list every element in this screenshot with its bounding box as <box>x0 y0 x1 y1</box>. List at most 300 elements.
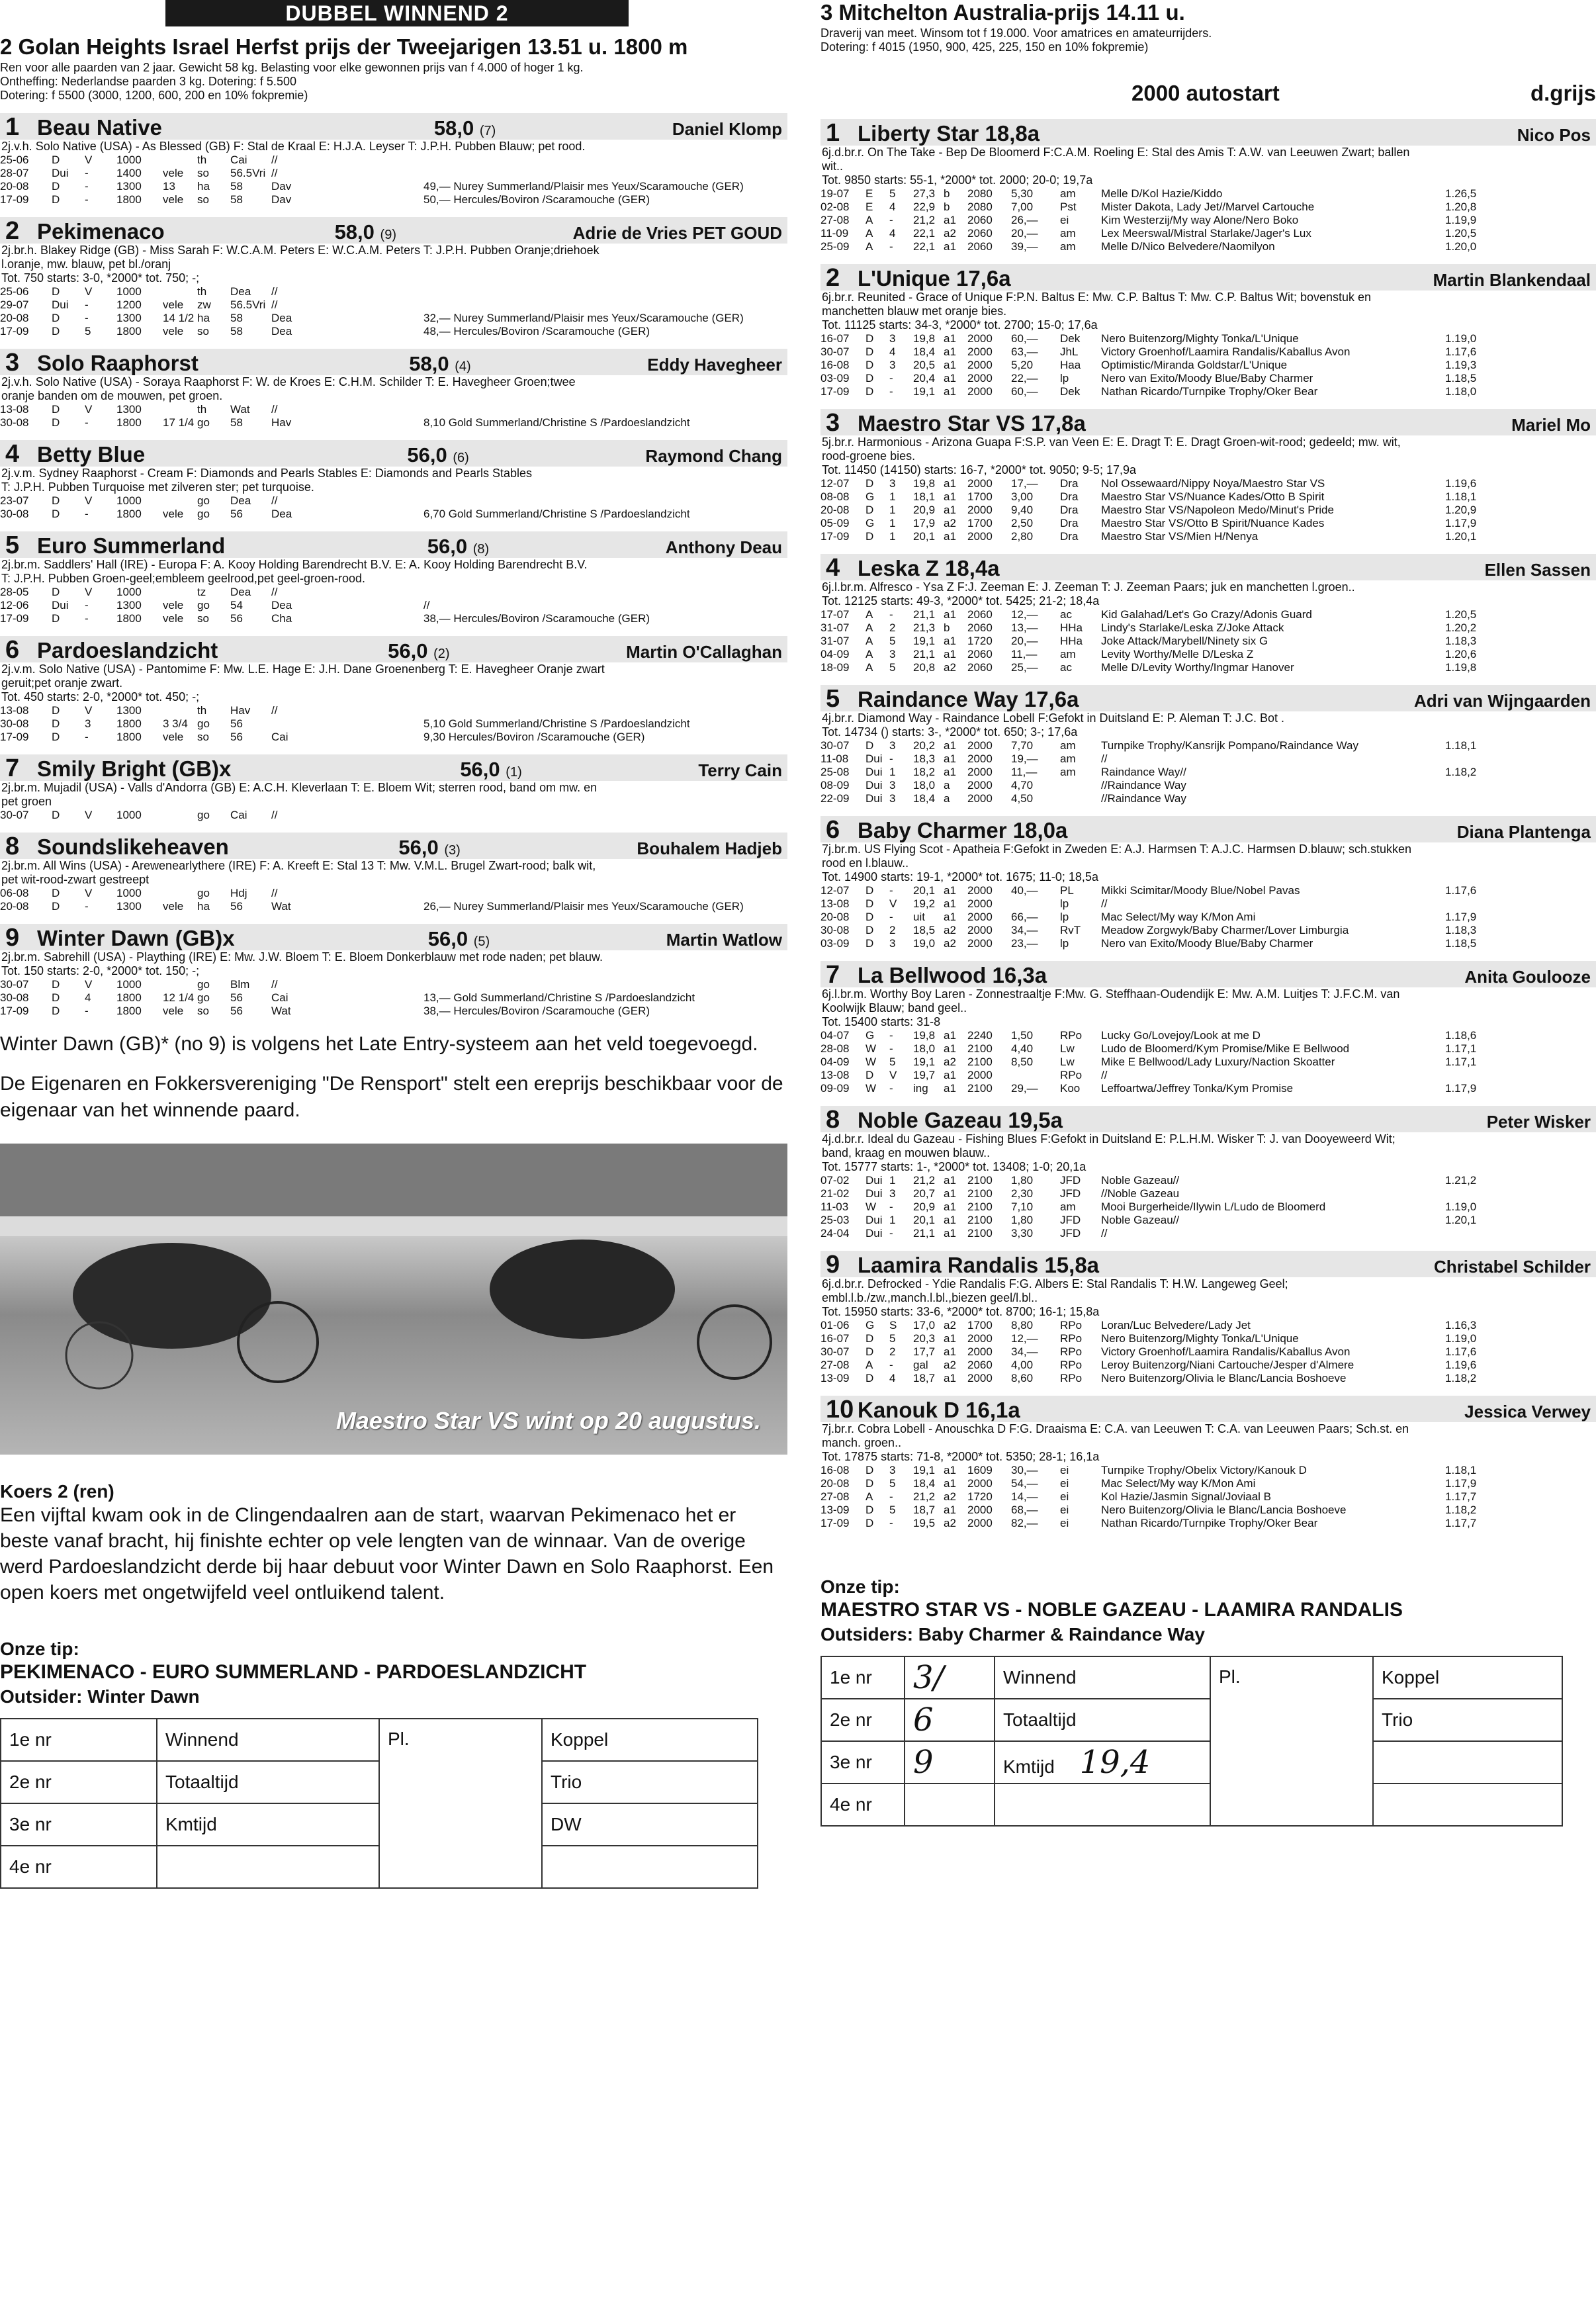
form-cell: RPo <box>1060 1319 1083 1332</box>
form-cell: 18-09 <box>820 661 850 674</box>
form-cell: 5 <box>889 187 896 200</box>
horse-description: rood en l.blauw.. <box>822 856 909 870</box>
form-cell: 2000 <box>967 477 993 490</box>
form-cell: 1000 <box>116 494 142 507</box>
horse-description: manch. groen.. <box>822 1436 902 1449</box>
form-cell: JFD <box>1060 1174 1081 1187</box>
grid-cell[interactable]: Trio <box>542 1761 758 1803</box>
form-cell: A <box>865 227 873 240</box>
form-cell: 2000 <box>967 1477 993 1490</box>
form-cell: 58 <box>230 180 243 193</box>
form-cell: 7,70 <box>1011 739 1034 752</box>
grid-cell[interactable] <box>542 1846 758 1888</box>
form-cell: 12 1/4 <box>163 991 195 1004</box>
form-line <box>820 1042 1596 1056</box>
form-cell: JFD <box>1060 1227 1081 1240</box>
form-cell: 1.19,0 <box>1445 1200 1477 1213</box>
form-cell: th <box>197 154 207 166</box>
form-cell: 17-09 <box>0 193 29 206</box>
form-cell: am <box>1060 1200 1076 1213</box>
form-cell: 1000 <box>116 285 142 298</box>
grid-row-label: 1e nr <box>1 1719 157 1761</box>
form-cell: 32,— Nurey Summerland/Plaisir mes Yeux/Scaramouche (GER) <box>423 312 744 324</box>
form-cell: 17-09 <box>0 325 29 338</box>
form-cell: 1800 <box>116 991 142 1004</box>
horse-weight <box>409 352 647 376</box>
horse-entry <box>820 961 1596 1095</box>
horse-entry <box>820 554 1596 674</box>
form-cell: 4,40 <box>1011 1042 1034 1055</box>
form-cell: 1.20,5 <box>1445 608 1477 621</box>
form-cell: 5 <box>889 661 896 674</box>
form-cell: 21,2 <box>913 1174 936 1187</box>
form-cell: a1 <box>944 1332 956 1345</box>
form-cell: 8,10 Gold Summerland/Christine S /Pardoeslandzicht <box>423 416 690 429</box>
form-cell: - <box>85 599 89 611</box>
horse-header <box>820 816 1596 842</box>
form-cell: a1 <box>944 1464 956 1476</box>
form-line <box>820 766 1596 779</box>
form-cell: A <box>865 621 873 634</box>
race-conditions <box>0 61 787 103</box>
form-cell: 1.19,6 <box>1445 477 1477 490</box>
form-line <box>820 490 1596 504</box>
form-cell: - <box>889 214 893 226</box>
form-line <box>820 227 1596 240</box>
form-cell: 20,1 <box>913 1214 936 1226</box>
form-cell: 5,20 <box>1011 359 1034 371</box>
form-cell: Dui <box>865 792 883 805</box>
form-cell: 18,4 <box>913 1477 936 1490</box>
grid-cell[interactable]: Totaaltijd <box>157 1761 379 1803</box>
form-cell: a1 <box>944 884 956 897</box>
form-cell: Meadow Zorgwyk/Baby Charmer/Lover Limburgia <box>1101 924 1349 936</box>
form-cell: 20,8 <box>913 661 936 674</box>
form-cell: 19,— <box>1011 752 1038 765</box>
form-cell: 12-06 <box>0 599 29 611</box>
form-cell: Leroy Buitenzorg/Niani Cartouche/Jesper d'Almere <box>1101 1359 1354 1371</box>
form-cell: Turnpike Trophy/Obelix Victory/Kanouk D <box>1101 1464 1307 1476</box>
form-cell: 17,9 <box>913 517 936 529</box>
form-cell: Turnpike Trophy/Kansrijk Pompano/Raindance Way <box>1101 739 1358 752</box>
form-cell: D <box>865 345 874 358</box>
form-line <box>820 517 1596 530</box>
form-line <box>820 792 1596 805</box>
form-lines <box>820 739 1596 805</box>
form-cell: a1 <box>944 477 956 490</box>
form-cell: Dav <box>271 180 292 193</box>
form-cell: // <box>1101 897 1108 910</box>
horse-entry <box>820 409 1596 543</box>
form-cell: a <box>944 792 950 805</box>
form-cell: A <box>865 1359 873 1371</box>
form-cell: 19,1 <box>913 1056 936 1068</box>
form-cell: 03-09 <box>820 937 850 950</box>
form-cell: 2100 <box>967 1214 993 1226</box>
post-position: (5) <box>473 934 490 949</box>
horse-name: Euro Summerland <box>37 533 226 558</box>
grid-cell[interactable]: Koppel <box>1373 1656 1562 1699</box>
form-cell: 2100 <box>967 1082 993 1095</box>
horse-description: Tot. 750 starts: 3-0, *2000* tot. 750; -; <box>1 271 200 285</box>
form-cell: - <box>85 900 89 913</box>
form-cell: 2000 <box>967 752 993 765</box>
form-cell: Noble Gazeau// <box>1101 1214 1180 1226</box>
form-cell: V <box>85 704 93 717</box>
grid-cell[interactable]: DW <box>542 1803 758 1846</box>
grid-cell[interactable]: Trio <box>1373 1699 1562 1741</box>
form-cell: 1.20,8 <box>1445 201 1477 213</box>
form-cell: 19-07 <box>820 187 850 200</box>
horse-description: 2j.v.h. Solo Native (USA) - Soraya Raaphorst F: W. de Kroes E: C.H.M. Schilder T: E. Havegheer Groen;twee <box>1 375 576 388</box>
form-cell: 1300 <box>116 599 142 611</box>
form-cell: Victory Groenhof/Laamira Randalis/Kaballus Avon <box>1101 345 1351 358</box>
form-cell: 2,50 <box>1011 517 1034 529</box>
form-cell: 12,— <box>1011 608 1038 621</box>
form-cell: lp <box>1060 897 1069 910</box>
form-line <box>820 608 1596 621</box>
form-line <box>820 1359 1596 1372</box>
form-cell: 1800 <box>116 325 142 338</box>
prize-note: De Eigenaren en Fokkersvereniging "De Rensport" stelt een ereprijs beschikbaar voor de eigenaar van het winnende paard. <box>0 1073 783 1121</box>
horse-name: Liberty Star 18,8a <box>858 121 1040 146</box>
form-cell: 1200 <box>116 298 142 311</box>
form-cell: Dek <box>1060 385 1081 398</box>
horse-list <box>0 113 787 1018</box>
form-cell: go <box>197 494 210 507</box>
form-cell: b <box>944 201 950 213</box>
form-cell: //Noble Gazeau <box>1101 1187 1180 1200</box>
horse-number: 3 <box>5 349 20 377</box>
horse-description: Tot. 14734 () starts: 3-, *2000* tot. 650; 3-; 17,6a <box>822 725 1078 739</box>
form-cell: 05-09 <box>820 517 850 529</box>
form-cell: 24-04 <box>820 1227 850 1240</box>
horse-weight <box>434 116 672 140</box>
form-cell: 3 <box>889 359 896 371</box>
form-cell: 56 <box>230 508 243 520</box>
form-cell: 18,7 <box>913 1372 936 1384</box>
form-line <box>820 1372 1596 1385</box>
form-cell: Nero Buitenzorg/Olivia le Blanc/Lancia Boshoeve <box>1101 1504 1347 1516</box>
form-cell: Nero Buitenzorg/Mighty Tonka/L'Unique <box>1101 332 1299 345</box>
form-cell: a2 <box>944 1517 956 1529</box>
form-cell: 1000 <box>116 586 142 598</box>
horse-description: Koolwijk Blauw; band geel.. <box>822 1001 967 1015</box>
horse-description: 2j.br.m. All Wins (USA) - Arewenearlythere (IRE) F: A. Kreeft E: Stal 13 T: Mw. V.M.L. Brugel Zwart-rood; balk wit, <box>1 859 596 872</box>
form-cell: RPo <box>1060 1345 1083 1358</box>
form-cell: a1 <box>944 1214 956 1226</box>
form-cell: 1.21,2 <box>1445 1174 1477 1187</box>
horse-description: l.oranje, mw. blauw, pet bl./oranj <box>1 257 171 271</box>
form-cell: 1800 <box>116 193 142 206</box>
form-cell: 17-09 <box>0 1005 29 1017</box>
form-cell: a2 <box>944 924 956 936</box>
form-cell: 1800 <box>116 612 142 625</box>
grid-row-label: 2e nr <box>1 1761 157 1803</box>
form-cell: 2100 <box>967 1042 993 1055</box>
form-cell: 1700 <box>967 1319 993 1332</box>
weight-value: 56,0 <box>398 836 439 859</box>
horse-description: rood-groene bies. <box>822 449 916 463</box>
grid-cell[interactable] <box>157 1846 379 1888</box>
horse-header <box>0 531 787 558</box>
late-entry-note: Winter Dawn (GB)* (no 9) is volgens het Late Entry-systeem aan het veld toegevoegd. <box>0 1033 758 1055</box>
section-banner: DUBBEL WINNEND 2 <box>165 0 629 26</box>
form-cell: V <box>85 494 93 507</box>
form-cell: so <box>197 325 209 338</box>
form-cell: ing <box>913 1082 928 1095</box>
form-cell: 2060 <box>967 648 993 660</box>
form-cell: 1400 <box>116 167 142 179</box>
form-cell: 30-08 <box>0 416 29 429</box>
grid-cell[interactable]: Winnend <box>995 1656 1210 1699</box>
form-cell: 25-03 <box>820 1214 850 1226</box>
form-cell: a1 <box>944 608 956 621</box>
form-cell: 5 <box>85 325 91 338</box>
form-cell: 1.17,6 <box>1445 884 1477 897</box>
form-cell: - <box>889 1042 893 1055</box>
form-cell: a1 <box>944 345 956 358</box>
form-cell: 1 <box>889 504 896 516</box>
form-cell: am <box>1060 187 1076 200</box>
form-cell: vele <box>163 612 184 625</box>
form-cell: 21,3 <box>913 621 936 634</box>
form-cell: D <box>865 937 874 950</box>
horse-description: pet groen <box>1 795 52 808</box>
form-cell: Dui <box>52 167 69 179</box>
form-cell: 56.5Vri <box>230 298 266 311</box>
form-line <box>0 900 787 913</box>
form-cell: - <box>85 180 89 193</box>
grid-cell[interactable] <box>1373 1741 1562 1784</box>
form-cell: D <box>865 739 874 752</box>
form-cell: 1300 <box>116 704 142 717</box>
form-cell: D <box>52 154 60 166</box>
form-cell: 18,7 <box>913 1504 936 1516</box>
form-line <box>0 180 787 193</box>
form-cell: a1 <box>944 214 956 226</box>
handwritten-entry[interactable]: 3/ <box>905 1656 995 1699</box>
horse-name: La Bellwood 16,3a <box>858 963 1047 987</box>
form-cell: 1.18,1 <box>1445 1464 1477 1476</box>
form-cell: 1.20,1 <box>1445 530 1477 543</box>
form-cell: ha <box>197 180 210 193</box>
form-cell: D <box>52 731 60 743</box>
horse-number: 8 <box>826 1106 840 1134</box>
form-cell <box>1011 897 1060 911</box>
weight-value: 58,0 <box>334 220 375 244</box>
horse-description: Tot. 15950 starts: 33-6, *2000* tot. 8700; 16-1; 15,8a <box>822 1305 1100 1318</box>
grid-cell[interactable]: Kmtijd <box>157 1803 379 1846</box>
tip-outsider: Outsider: Winter Dawn <box>0 1686 200 1707</box>
form-cell: 22,— <box>1011 372 1038 384</box>
form-cell: D <box>865 1332 874 1345</box>
form-cell: a1 <box>944 635 956 647</box>
form-cell: 11,— <box>1011 766 1038 778</box>
horse-name: L'Unique 17,6a <box>858 266 1011 291</box>
form-cell: a1 <box>944 1477 956 1490</box>
horse-description: 6j.d.br.r. Defrocked - Ydie Randalis F:G. Albers E: Stal Randalis T: H.W. Langeweg Geel; <box>822 1277 1288 1290</box>
form-cell: // <box>271 494 278 507</box>
form-cell: 19,7 <box>913 1069 936 1081</box>
form-cell <box>163 978 197 991</box>
form-cell: 1.17,6 <box>1445 1345 1477 1358</box>
form-cell: 19,1 <box>913 635 936 647</box>
form-cell: D <box>865 504 874 516</box>
form-cell: 1800 <box>116 717 142 730</box>
form-cell: 28-05 <box>0 586 29 598</box>
form-cell: 19,0 <box>913 937 936 950</box>
form-cell: ei <box>1060 214 1069 226</box>
form-cell: Maestro Star VS/Otto B Spirit/Nuance Kades <box>1101 517 1325 529</box>
grid-cell[interactable]: Koppel <box>542 1719 758 1761</box>
weight-value: 56,0 <box>427 927 468 950</box>
form-lines <box>820 608 1596 674</box>
handwritten-entry[interactable]: 6 <box>905 1699 995 1741</box>
form-cell: lp <box>1060 911 1069 923</box>
form-cell: Koo <box>1060 1082 1081 1095</box>
form-cell: Dui <box>865 1187 883 1200</box>
form-cell: 3 <box>85 717 91 730</box>
form-cell: 1.17,7 <box>1445 1517 1477 1529</box>
horse-number: 4 <box>5 440 20 468</box>
form-cell: G <box>865 517 875 529</box>
form-cell: 30-08 <box>0 508 29 520</box>
grid-pl[interactable]: Pl. <box>1210 1656 1373 1826</box>
form-cell: 2 <box>889 924 896 936</box>
form-cell: go <box>197 717 210 730</box>
form-cell: Hdj <box>230 887 247 899</box>
horse-header <box>0 924 787 950</box>
form-line <box>820 385 1596 398</box>
horse-number: 2 <box>5 217 20 245</box>
form-cell <box>1060 779 1101 792</box>
form-cell: V <box>85 978 93 991</box>
form-cell: vele <box>163 298 184 311</box>
form-line <box>0 325 787 338</box>
form-cell: am <box>1060 739 1076 752</box>
form-cell: 13-08 <box>0 704 29 717</box>
form-cell: 58 <box>230 416 243 429</box>
horse-description: 6j.br.r. Reunited - Grace of Unique F:P.N. Baltus E: Mw. C.P. Baltus T: Mw. C.P. Baltus Wit; bovenstuk en <box>822 291 1372 304</box>
horse-name: Betty Blue <box>37 442 146 467</box>
horse-number: 10 <box>826 1396 854 1423</box>
form-cell: Hav <box>271 416 292 429</box>
form-cell: W <box>865 1200 877 1213</box>
right-column <box>820 0 1596 1827</box>
horse-entry <box>0 440 787 521</box>
form-cell: 58 <box>230 325 243 338</box>
horse-description: 2j.br.m. Sabrehill (USA) - Plaything (IRE) E: Mw. J.W. Bloem T: E. Bloem Donkerblauw met rode naden; pet blauw. <box>1 950 603 964</box>
form-line <box>820 924 1596 937</box>
form-cell: D <box>865 372 874 384</box>
horse-description: Tot. 11125 starts: 34-3, *2000* tot. 2700; 15-0; 17,6a <box>822 318 1098 332</box>
form-cell: go <box>197 887 210 899</box>
jockey-name: Eddy Havegheer <box>647 355 782 375</box>
form-cell: Mikki Scimitar/Moody Blue/Nobel Pavas <box>1101 884 1300 897</box>
horse-number: 8 <box>5 833 20 860</box>
form-line <box>820 1029 1596 1042</box>
form-cell: Cha <box>271 612 292 625</box>
handwritten-entry[interactable] <box>905 1784 995 1826</box>
form-cell: Dui <box>865 1214 883 1226</box>
grid-cell[interactable]: Totaaltijd <box>995 1699 1210 1741</box>
form-cell: 4,70 <box>1011 779 1034 791</box>
form-cell: 3 <box>889 648 896 660</box>
post-position: (9) <box>380 228 396 242</box>
form-cell: D <box>865 1517 874 1529</box>
form-cell: 17-09 <box>820 530 850 543</box>
form-cell: gal <box>913 1359 928 1371</box>
form-cell: 13,— Gold Summerland/Christine S /Pardoeslandzicht <box>423 991 695 1004</box>
form-cell: 22,1 <box>913 240 936 253</box>
form-cell: 11-03 <box>820 1200 849 1213</box>
form-cell: ei <box>1060 1477 1069 1490</box>
form-line <box>820 911 1596 924</box>
form-cell: S <box>889 1319 897 1332</box>
form-cell: 7,00 <box>1011 201 1034 213</box>
form-cell: 1.18,3 <box>1445 635 1477 647</box>
horse-header <box>820 409 1596 435</box>
form-cell: Lw <box>1060 1042 1075 1055</box>
grid-cell[interactable] <box>995 1741 1210 1784</box>
form-line <box>820 201 1596 214</box>
form-cell: 18,0 <box>913 779 936 791</box>
form-cell: vele <box>163 167 184 179</box>
form-cell: D <box>865 911 874 923</box>
form-cell <box>163 403 197 416</box>
form-line <box>820 1504 1596 1517</box>
grid-cell[interactable]: Winnend <box>157 1719 379 1761</box>
form-cell: 1.19,0 <box>1445 332 1477 345</box>
race-photo <box>0 1144 787 1455</box>
grid-cell[interactable] <box>995 1784 1210 1826</box>
form-cell: 17,0 <box>913 1319 936 1332</box>
form-cell: 5 <box>889 1504 896 1516</box>
grid-cell[interactable] <box>1373 1784 1562 1826</box>
form-lines <box>0 809 787 822</box>
form-cell: Kim Westerzij/My way Alone/Nero Boko <box>1101 214 1299 226</box>
grid-pl[interactable]: Pl. <box>379 1719 542 1888</box>
form-cell: 07-02 <box>820 1174 850 1187</box>
form-cell: th <box>197 704 207 717</box>
form-line <box>0 1005 787 1018</box>
form-cell: 4,00 <box>1011 1359 1034 1371</box>
form-cell: 34,— <box>1011 1345 1038 1358</box>
form-cell: so <box>197 193 209 206</box>
horse-description: wit.. <box>822 159 844 173</box>
horse-description: Tot. 450 starts: 2-0, *2000* tot. 450; -; <box>1 690 200 703</box>
form-line <box>820 739 1596 752</box>
form-cell: D <box>52 494 60 507</box>
form-cell: 1.26,5 <box>1445 187 1477 200</box>
form-cell: Ludo de Bloomerd/Kym Promise/Mike E Bellwood <box>1101 1042 1350 1055</box>
driver-name: Ellen Sassen <box>1484 560 1591 580</box>
form-cell: PL <box>1060 884 1074 897</box>
form-cell: 21,1 <box>913 648 936 660</box>
form-lines <box>0 494 787 521</box>
form-cell: 17-07 <box>820 608 850 621</box>
form-cell: 20-08 <box>0 180 29 193</box>
tip-heading: Onze tip: <box>0 1639 79 1659</box>
form-cell: W <box>865 1042 877 1055</box>
form-cell: a1 <box>944 648 956 660</box>
horse-header <box>0 754 787 781</box>
form-cell: 11-08 <box>820 752 849 765</box>
form-line <box>820 504 1596 517</box>
handwritten-entry[interactable]: 9 <box>905 1741 995 1784</box>
form-cell: 17,7 <box>913 1345 936 1358</box>
